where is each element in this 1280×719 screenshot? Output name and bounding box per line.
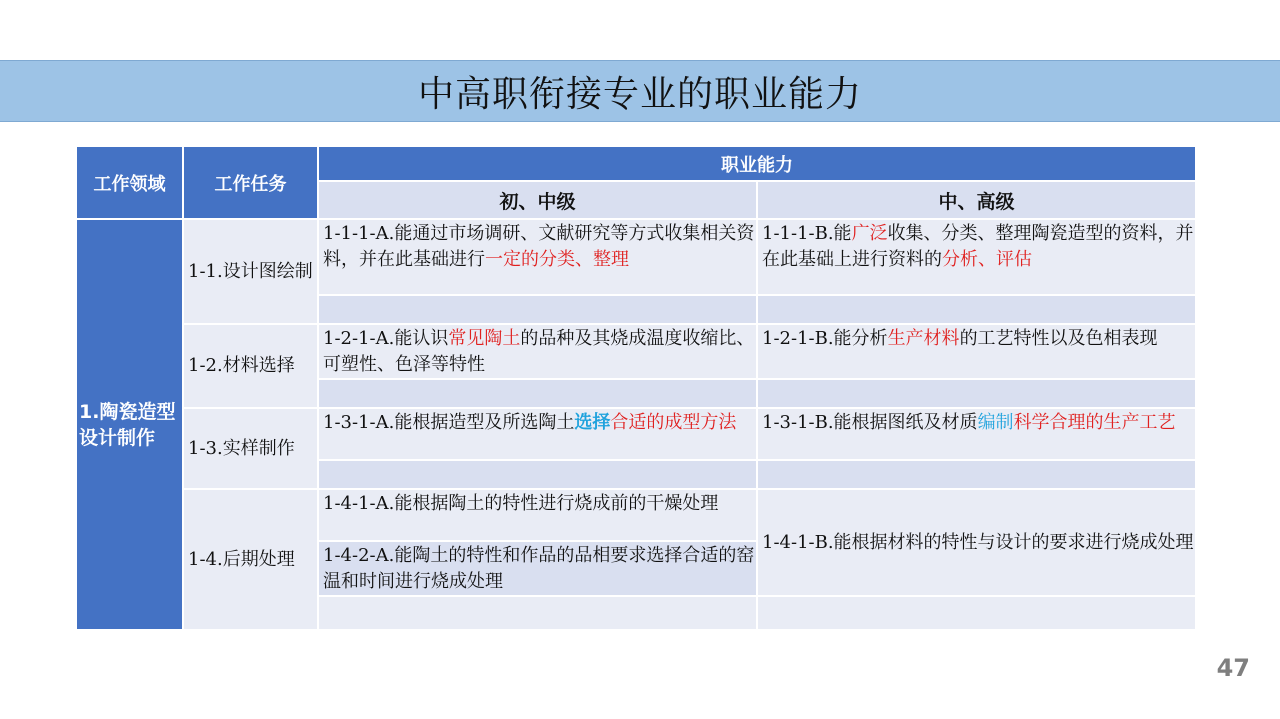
filler-cell [757, 460, 1196, 489]
title-band [0, 60, 1280, 122]
filler-cell [757, 379, 1196, 408]
ability-low-cell: 1-4-1-A.能根据陶土的特性进行烧成前的干燥处理 [318, 489, 757, 541]
filler-cell [318, 460, 757, 489]
ability-low-cell: 1-3-1-A.能根据造型及所选陶土选择合适的成型方法 [318, 408, 757, 460]
task-cell: 1-4.后期处理 [183, 489, 318, 630]
page-number: 47 [1216, 654, 1250, 682]
header-ability: 职业能力 [318, 146, 1196, 181]
filler-cell [757, 295, 1196, 324]
task-cell: 1-3.实样制作 [183, 408, 318, 489]
header-domain: 工作领域 [76, 146, 183, 219]
filler-cell [318, 596, 757, 630]
task-cell: 1-2.材料选择 [183, 324, 318, 408]
filler-cell [318, 295, 757, 324]
ability-table [75, 145, 1197, 631]
header-level-low: 初、中级 [318, 181, 757, 219]
header-level-high: 中、高级 [757, 181, 1196, 219]
ability-high-cell: 1-2-1-B.能分析生产材料的工艺特性以及色相表现 [757, 324, 1196, 379]
filler-cell [757, 596, 1196, 630]
ability-high-cell: 1-4-1-B.能根据材料的特性与设计的要求进行烧成处理 [757, 489, 1196, 596]
ability-low-cell: 1-1-1-A.能通过市场调研、文献研究等方式收集相关资料，并在此基础进行一定的分类、整理 [318, 219, 757, 295]
ability-low-cell: 1-2-1-A.能认识常见陶土的品种及其烧成温度收缩比、可塑性、色泽等特性 [318, 324, 757, 379]
task-cell: 1-1.设计图绘制 [183, 219, 318, 324]
ability-low-cell: 1-4-2-A.能陶土的特性和作品的品相要求选择合适的窑温和时间进行烧成处理 [318, 541, 757, 596]
filler-cell [318, 379, 757, 408]
ability-high-cell: 1-3-1-B.能根据图纸及材质编制科学合理的生产工艺 [757, 408, 1196, 460]
domain-cell: 1.陶瓷造型设计制作 [76, 219, 183, 630]
page-title: 中高职衔接专业的职业能力 [417, 73, 862, 115]
ability-high-cell: 1-1-1-B.能广泛收集、分类、整理陶瓷造型的资料，并在此基础上进行资料的分析、评估 [757, 219, 1196, 295]
header-task: 工作任务 [183, 146, 318, 219]
